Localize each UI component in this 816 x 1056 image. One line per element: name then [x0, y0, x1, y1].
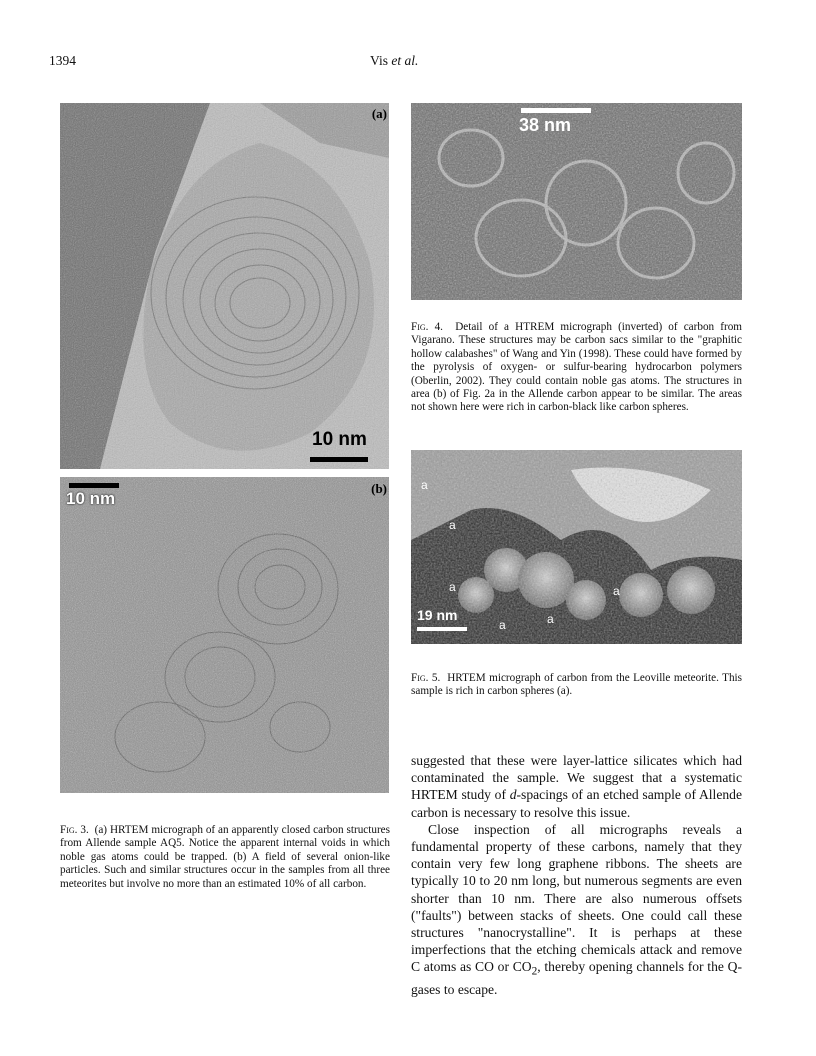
body-text: [411, 752, 742, 999]
figure-5-caption-text: HRTEM micrograph of carbon from the Leoville meteorite. This sample is rich in carbon spheres (a).: [411, 672, 742, 698]
paragraph-2-subscript: 2: [531, 966, 538, 979]
figure-4-micrograph: [411, 103, 742, 300]
sphere-label: a: [613, 584, 620, 598]
figure-4-caption-label: Fig. 4.: [411, 321, 443, 333]
paragraph-1: [411, 752, 742, 821]
figure-4-scale-label: 38 nm: [519, 115, 572, 135]
page-number: 1394: [49, 53, 76, 68]
figure-5-micrograph: [411, 450, 742, 644]
figure-3b-micrograph: [60, 477, 389, 793]
paragraph-2-text-b: , thereby opening channels for the Q-gases to escape.: [411, 959, 742, 998]
figure-3-caption: [60, 824, 390, 891]
panel-b-scale-label: 10 nm: [66, 489, 116, 508]
panel-b-label: (b): [371, 481, 387, 496]
figure-3b-image: [60, 477, 389, 793]
paragraph-1-text-a: suggested that these were layer-lattice silicates which had contaminated the sample. We suggest that a systematic HRTEM study of: [411, 753, 742, 803]
sphere-label: a: [421, 478, 428, 492]
running-title-etal: et al.: [391, 53, 419, 68]
figure-5-image: [411, 450, 742, 644]
panel-a-label: (a): [371, 106, 387, 121]
figure-3a-micrograph: [60, 103, 389, 469]
figure-5-caption-label: Fig. 5.: [411, 672, 441, 684]
paragraph-2: [411, 821, 742, 999]
figure-3-caption-text: (a) HRTEM micrograph of an apparently closed carbon structures from Allende sample AQ5. Notice the apparent internal voids in which noble gas atoms could be trapped. (b) A field of several onion-like particles. Such and similar structures occur in the samples from all three meteorites but involve no more than an estimated 10% of all carbon.: [60, 824, 390, 890]
figure-4-caption: [411, 321, 742, 415]
figure-5-caption: [411, 672, 742, 699]
panel-a-scale-label: 10 nm: [312, 429, 367, 450]
sphere-label: a: [499, 618, 506, 632]
sphere-label: a: [449, 518, 456, 532]
sphere-label: a: [547, 612, 554, 626]
paragraph-1-italic: d: [509, 787, 517, 803]
paragraph-2-text-a: Close inspection of all micrographs reveals a fundamental property of these carbons, namely that they contain very few long graphene ribbons. The sheets are typically 10 to 20 nm long, but numerous segments are even shorter than 10 nm. There are also numerous offsets ("faults") between stacks of sheets. One could call these structures "nanocrystalline". It is perhaps at these imperfections that the etching chemicals attack and remove C atoms as CO or CO: [411, 821, 742, 975]
paragraph-1-text-b: -spacings of an etched sample of Allende carbon is necessary to resolve this issue.: [411, 787, 742, 820]
figure-3-caption-label: Fig. 3.: [60, 824, 89, 836]
running-title: [370, 53, 418, 69]
figure-4-caption-text: Detail of a HTREM micrograph (inverted) of carbon from Vigarano. These structures may be carbon sacs similar to the "graphitic hollow calabashes" of Wang and Yin (1998). These could have formed by the pyrolysis of oxygen- or sulfur-bearing hydrocarbon polymers (Oberlin, 2002). They could contain noble gas atoms. The structures in area (b) of Fig. 2a in the Allende carbon appear to be similar. The areas not shown here were rich in carbon-black like carbon spheres.: [411, 321, 743, 414]
sphere-label: a: [449, 580, 456, 594]
figure-5-scale-label: 19 nm: [417, 607, 458, 623]
figure-3a-image: [60, 103, 389, 469]
running-title-authors: Vis: [370, 53, 392, 68]
figure-4-image: [411, 103, 742, 300]
